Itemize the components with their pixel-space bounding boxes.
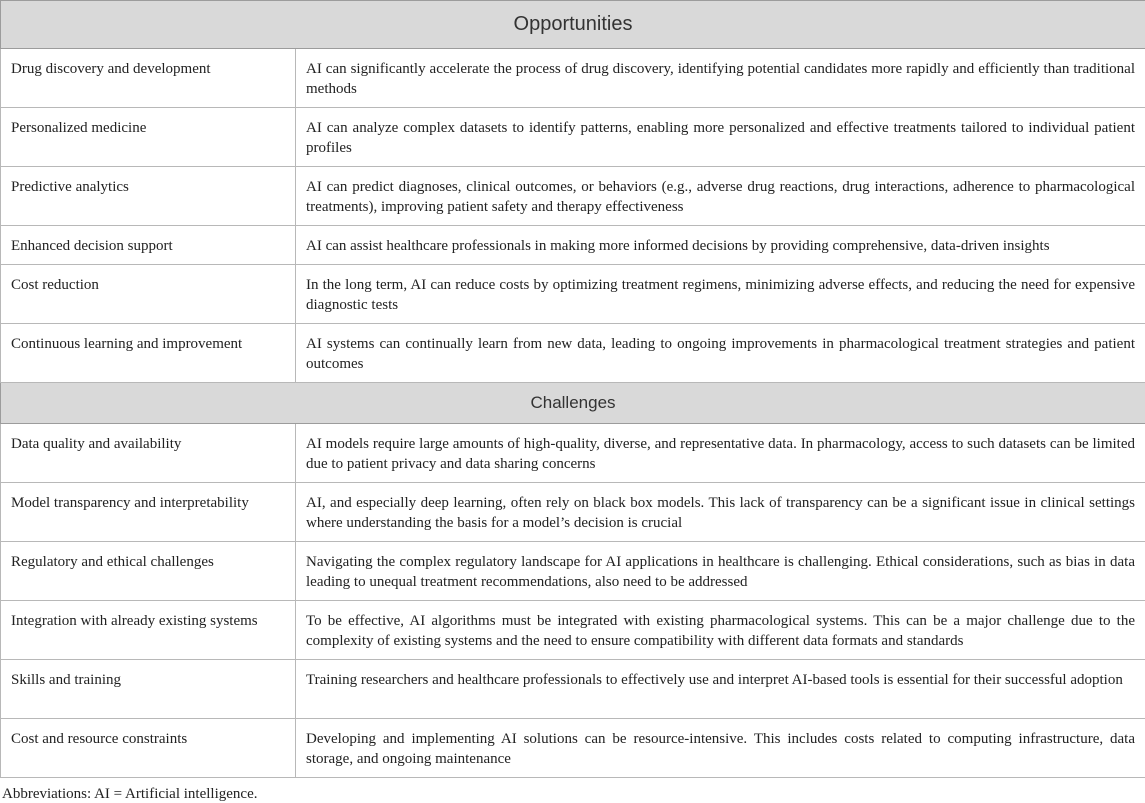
section-header-challenges — [1, 383, 1145, 424]
row-description: AI can analyze complex datasets to identify patterns, enabling more personalized and effective treatments tailored to individual patient profiles — [296, 108, 1145, 167]
table-row — [1, 719, 1145, 778]
row-description: In the long term, AI can reduce costs by optimizing treatment regimens, minimizing adverse effects, and reducing the need for expensive diagnostic tests — [296, 265, 1145, 324]
table-row — [1, 542, 1145, 601]
table-row — [1, 265, 1145, 324]
row-label: Integration with already existing systems — [1, 601, 296, 660]
row-description: AI, and especially deep learning, often rely on black box models. This lack of transparency can be a significant issue in clinical settings where understanding the basis for a model’s decision is crucial — [296, 483, 1145, 542]
table-row — [1, 324, 1145, 383]
row-label: Predictive analytics — [1, 167, 296, 226]
row-label: Regulatory and ethical challenges — [1, 542, 296, 601]
table-row — [1, 660, 1145, 719]
section-title: Challenges — [1, 383, 1145, 424]
row-label: Drug discovery and development — [1, 49, 296, 108]
section-header-opportunities — [1, 1, 1145, 49]
row-description: AI can significantly accelerate the process of drug discovery, identifying potential candidates more rapidly and efficiently than traditional methods — [296, 49, 1145, 108]
row-description: AI can assist healthcare professionals in making more informed decisions by providing comprehensive, data-driven insights — [296, 226, 1145, 265]
row-label: Continuous learning and improvement — [1, 324, 296, 383]
row-description: AI models require large amounts of high-quality, diverse, and representative data. In pharmacology, access to such datasets can be limited due to patient privacy and data sharing concerns — [296, 424, 1145, 483]
row-label: Data quality and availability — [1, 424, 296, 483]
row-label: Model transparency and interpretability — [1, 483, 296, 542]
table-row — [1, 601, 1145, 660]
table-row — [1, 108, 1145, 167]
row-description: AI can predict diagnoses, clinical outcomes, or behaviors (e.g., adverse drug reactions, drug interactions, adherence to pharmacological treatments), improving patient safety and therapy effectiveness — [296, 167, 1145, 226]
row-label: Cost reduction — [1, 265, 296, 324]
row-description: AI systems can continually learn from new data, leading to ongoing improvements in pharmacological treatment strategies and patient outcomes — [296, 324, 1145, 383]
row-label: Skills and training — [1, 660, 296, 719]
table-footnote: Abbreviations: AI = Artificial intelligence. — [2, 786, 258, 802]
table-row — [1, 483, 1145, 542]
table-row — [1, 424, 1145, 483]
row-description: Developing and implementing AI solutions can be resource-intensive. This includes costs related to computing infrastructure, data storage, and ongoing maintenance — [296, 719, 1145, 778]
row-label: Enhanced decision support — [1, 226, 296, 265]
row-label: Personalized medicine — [1, 108, 296, 167]
table-row — [1, 49, 1145, 108]
row-description: Training researchers and healthcare professionals to effectively use and interpret AI-based tools is essential for their successful adoption — [296, 660, 1145, 719]
table-row — [1, 226, 1145, 265]
row-description: To be effective, AI algorithms must be integrated with existing pharmacological systems. This can be a major challenge due to the complexity of existing systems and the need to ensure compatibility with different data formats and standards — [296, 601, 1145, 660]
table-row — [1, 167, 1145, 226]
row-description: Navigating the complex regulatory landscape for AI applications in healthcare is challenging. Ethical considerations, such as bias in data leading to unequal treatment recommendations, also need to be addressed — [296, 542, 1145, 601]
row-label: Cost and resource constraints — [1, 719, 296, 778]
section-title: Opportunities — [1, 1, 1145, 49]
